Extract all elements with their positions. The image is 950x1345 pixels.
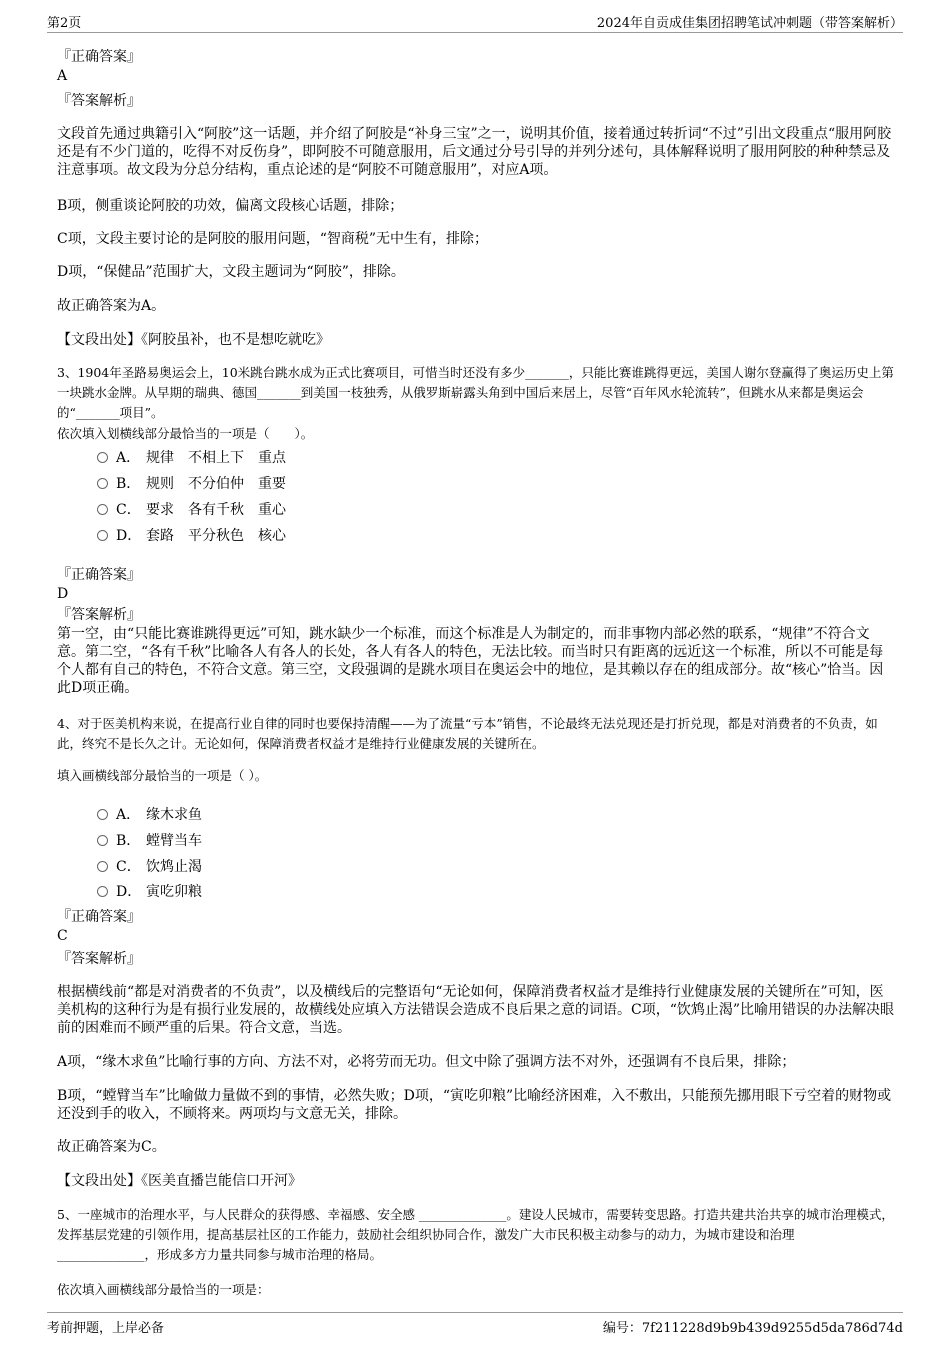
question-stem: 4、对于医美机构来说，在提高行业自律的同时也要保持清醒——为了流量“亏本”销售，不论最终无法兑现还是打折兑现，都是对消费者的不负责，如此，终究不是长久之计。无论如何，保障消费者权益才是维持行业健康发展的关键所在。	[57, 716, 878, 751]
conclusion: 故正确答案为C。	[57, 1139, 166, 1155]
radio-icon[interactable]	[97, 478, 108, 489]
radio-icon[interactable]	[97, 504, 108, 515]
explanation-paragraph: A项，“缘木求鱼”比喻行事的方向、方法不对，必将劳而无功。但文中除了强调方法不对外，还强调有不良后果，排除；	[57, 1054, 796, 1070]
page-header	[47, 12, 903, 33]
question-prompt: 依次填入画横线部分最恰当的一项是：	[57, 1282, 270, 1297]
page-footer	[47, 1312, 903, 1336]
document-title: 2024年自贡成佳集团招聘笔试冲刺题（带答案解析）	[596, 16, 903, 31]
radio-icon[interactable]	[97, 886, 108, 897]
option-b[interactable]: B． 螳臂当车	[97, 830, 202, 850]
answer-value: D	[57, 586, 69, 602]
answer-label: 『正确答案』	[57, 909, 141, 925]
option-c[interactable]: C． 要求 各有千秋 重心	[97, 499, 286, 519]
radio-icon[interactable]	[97, 835, 108, 846]
explanation-label: 『答案解析』	[57, 951, 141, 967]
option-b[interactable]: B． 规则 不分伯仲 重要	[97, 473, 286, 493]
option-a[interactable]: A． 规律 不相上下 重点	[97, 447, 286, 467]
source: 【文段出处】《医美直播岂能信口开河》	[57, 1173, 302, 1189]
radio-icon[interactable]	[97, 861, 108, 872]
explanation-paragraph: C项，文段主要讨论的是阿胶的服用问题，“智商税”无中生有，排除；	[57, 231, 489, 247]
option-d[interactable]: D． 寅吃卯粮	[97, 881, 202, 901]
explanation-paragraph: B项，侧重谈论阿胶的功效，偏离文段核心话题，排除；	[57, 198, 404, 214]
answer-value: A	[57, 68, 68, 84]
answer-label: 『正确答案』	[57, 49, 141, 65]
explanation-paragraph: 第一空，由“只能比赛谁跳得更远”可知，跳水缺少一个标准，而这个标准是人为制定的，而非事物内部必然的联系，“规律”不符合文意。第二空，“各有千秋”比喻各人有各人的长处，各人有各人的特色，无法比较。而当时只有距离的远近这一个标准，所以不可能是每个人都有自己的特色，不符合文意。第三空，文段强调的是跳水项目在奥运会中的地位，是其赖以存在的组成部分。故“核心”恰当。因此D项正确。	[57, 626, 884, 696]
question-prompt: 依次填入划横线部分最恰当的一项是（ ）。	[57, 426, 314, 441]
footer-slogan: 考前押题，上岸必备	[47, 1321, 165, 1336]
option-c[interactable]: C． 饮鸩止渴	[97, 856, 202, 876]
question-stem: 3、1904年圣路易奥运会上，10米跳台跳水成为正式比赛项目，可惜当时还没有多少_______，只能比赛谁跳得更远，美国人谢尔登赢得了奥运历史上第一块跳水金牌。从早期的瑞典、德国_______到美国一枝独秀，从俄罗斯崭露头角到中国后来居上，尽管“百年风水轮流转”，但跳水从来都是奥运会的“_______项目”。	[57, 365, 894, 420]
page-number: 第2页	[47, 16, 82, 31]
explanation-paragraph: 根据横线前“都是对消费者的不负责”，以及横线后的完整语句“无论如何，保障消费者权益才是维持行业健康发展的关键所在”可知，医美机构的这种行为是有损行业发展的，故横线处应填入方法错误会造成不良后果之意的词语。C项，“饮鸩止渴”比喻用错误的办法解决眼前的困难而不顾严重的后果。符合文意，当选。	[57, 984, 895, 1036]
radio-icon[interactable]	[97, 530, 108, 541]
answer-value: C	[57, 928, 68, 944]
question-prompt: 填入画横线部分最恰当的一项是（ ）。	[57, 768, 268, 783]
answer-label: 『正确答案』	[57, 567, 141, 583]
question-stem: 5、一座城市的治理水平，与人民群众的获得感、幸福感、安全感 ______________。建设人民城市，需要转变思路。打造共建共治共享的城市治理模式，发挥基层党建的引领作用，提高基层社区的工作能力，鼓励社会组织协同合作，激发广大市民积极主动参与的动力，为城市建设和治理 ______________，形成多方力量共同参与城市治理的格局。	[57, 1207, 894, 1262]
conclusion: 故正确答案为A。	[57, 298, 166, 314]
option-d[interactable]: D． 套路 平分秋色 核心	[97, 525, 286, 545]
document-id: 编号：7f211228d9b9b439d9255d5da786d74d	[602, 1321, 903, 1336]
explanation-label: 『答案解析』	[57, 93, 141, 109]
option-a[interactable]: A． 缘木求鱼	[97, 804, 202, 824]
source: 【文段出处】《阿胶虽补，也不是想吃就吃》	[57, 332, 330, 348]
explanation-paragraph: D项，“保健品”范围扩大，文段主题词为“阿胶”，排除。	[57, 264, 405, 280]
explanation-paragraph: 文段首先通过典籍引入“阿胶”这一话题，并介绍了阿胶是“补身三宝”之一，说明其价值，接着通过转折词“不过”引出文段重点“服用阿胶还是有不少门道的，吃得不对反伤身”，即阿胶不可随意服用，后文通过分号引导的并列分述句，具体解释说明了服用阿胶的种种禁忌及注意事项。故文段为分总分结构，重点论述的是“阿胶不可随意服用”，对应A项。	[57, 126, 892, 178]
explanation-paragraph: B项，“螳臂当车”比喻做力量做不到的事情，必然失败；D项，“寅吃卯粮”比喻经济困难，入不敷出，只能预先挪用眼下亏空着的财物或还没到手的收入，不顾将来。两项均与文意无关，排除。	[57, 1088, 892, 1122]
radio-icon[interactable]	[97, 452, 108, 463]
explanation-label: 『答案解析』	[57, 607, 141, 623]
radio-icon[interactable]	[97, 809, 108, 820]
